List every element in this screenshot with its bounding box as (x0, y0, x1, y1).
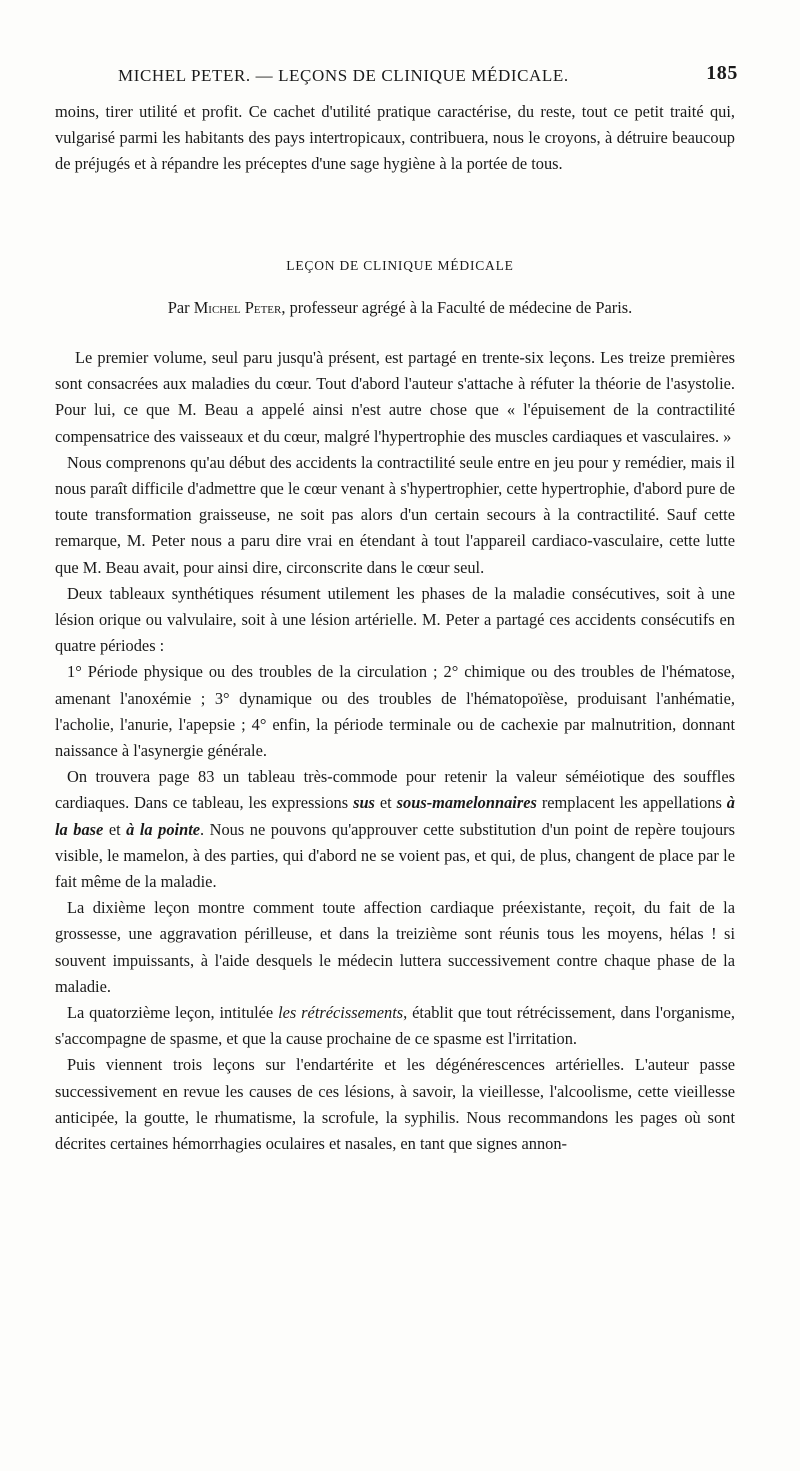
intro-paragraph: moins, tirer utilité et profit. Ce cachet d'utilité pratique caractérise, du reste, tout ce petit traité qui, vulgarisé parmi les habitants des pays intertropicaux, contribuera, nous le croyons, à détruire beaucoup de préjugés et à répandre les préceptes d'une sage hygiène à la portée de tous. (55, 102, 735, 174)
paragraph-7 (55, 1000, 735, 1052)
running-header (118, 62, 738, 92)
byline-suffix: , professeur agrégé à la Faculté de médecine de Paris. (281, 298, 633, 317)
paragraph-2: Nous comprenons qu'au début des accidents la contractilité seule entre en jeu pour y remédier, mais il nous paraît difficile d'admettre que le cœur venant à s'hypertrophier, cette hypertrophie, d'abord pure de toute transformation graisseuse, ne soit pas alors d'un certain secours à la contractilité. Sauf cette remarque, M. Peter nous a paru dire vrai en étendant à tout l'appareil cardiaco-vasculaire, cette lutte que M. Beau avait, pour ainsi dire, circonscrite dans le cœur seul. (55, 452, 735, 577)
paragraph-8: Puis viennent trois leçons sur l'endartérite et les dégénérescences artérielles. L'auteur passe successivement en revue les causes de ces lésions, à savoir, la vieillesse, l'alcoolisme, cette vieillesse anticipée, la goutte, le rhumatisme, la scrofule, la syphilis. Nous recommandons les pages où sont décrites certaines hémorrhagies oculaires et nasales, en tant que signes annon- (55, 1055, 735, 1154)
byline-prefix: Par (167, 298, 190, 317)
p7-title-em: les rétrécissements (278, 1003, 404, 1023)
section-title: LEÇON DE CLINIQUE MÉDICALE (286, 258, 514, 273)
p5-term-base: à la base (55, 793, 735, 839)
paragraph-4: 1° Période physique ou des troubles de la circulation ; 2° chimique ou des troubles de l'hématose, amenant l'anoxémie ; 3° dynamique ou des troubles de l'hématopoïèse, produisant l'anhématie, l'acholie, l'anurie, l'apepsie ; 4° enfin, la période terminale ou de cachexie par malnutrition, donnant naissance à l'asynergie générale. (55, 662, 735, 761)
p5-term-sous: sous-mamelonnaires (396, 793, 537, 813)
p5-text-a: On trouvera page 83 un tableau très-commode pour retenir la valeur séméiotique des souffles cardiaques. Dans ce tableau, les expressions (55, 767, 735, 813)
paragraph-5 (55, 764, 735, 895)
byline-author: Michel Peter (193, 298, 282, 317)
page-number: 185 (706, 62, 738, 84)
paragraph-6: La dixième leçon montre comment toute affection cardiaque préexistante, reçoit, du fait de la grossesse, une aggravation périlleuse, et dans la treizième sont réunis tous les moyens, hélas ! si souvent impuissants, à l'aide desquels le médecin luttera successivement contre chaque phase de la maladie. (55, 898, 735, 996)
byline (0, 298, 800, 318)
p5-term-sus: sus (353, 793, 375, 813)
intro-paragraph-block (55, 99, 735, 178)
p5-text-d: et (103, 819, 127, 839)
p5-text-b: et (374, 793, 397, 813)
running-title: MICHEL PETER. — LEÇONS DE CLINIQUE MÉDICALE. (118, 66, 569, 85)
p7-text-b: , établit que tout rétrécissement, dans l'organisme, s'accompagne de spasme, et que la cause prochaine de ce spasme est l'irritation. (55, 1003, 735, 1049)
paragraph-1: Le premier volume, seul paru jusqu'à présent, est partagé en trente-six leçons. Les treize premières sont consacrées aux maladies du cœur. Tout d'abord l'auteur s'attache à réfuter la théorie de l'asystolie. Pour lui, ce que M. Beau a appelé ainsi n'est autre chose que « l'épuisement de la contractilité compensatrice des vaisseaux et du cœur, malgré l'hypertrophie des muscles cardiaques et vasculaires. » (55, 348, 735, 446)
p5-term-pointe: à la pointe (126, 819, 201, 839)
p5-text-e: . Nous ne pouvons qu'approuver cette substitution d'un point de repère toujours visible, le mamelon, à des parties, qui d'abord ne se voient pas, et qui, de plus, changent de place par le fait même de la maladie. (55, 819, 735, 892)
p5-text-c: remplacent les appellations (536, 793, 727, 813)
p7-text-a: La quatorzième leçon, intitulée (67, 1003, 279, 1023)
review-body (55, 345, 735, 1157)
paragraph-3: Deux tableaux synthétiques résument utilement les phases de la maladie consécutives, soit à une lésion orique ou valvulaire, soit à une lésion artérielle. M. Peter a partagé ces accidents consécutifs en quatre périodes : (55, 583, 735, 656)
